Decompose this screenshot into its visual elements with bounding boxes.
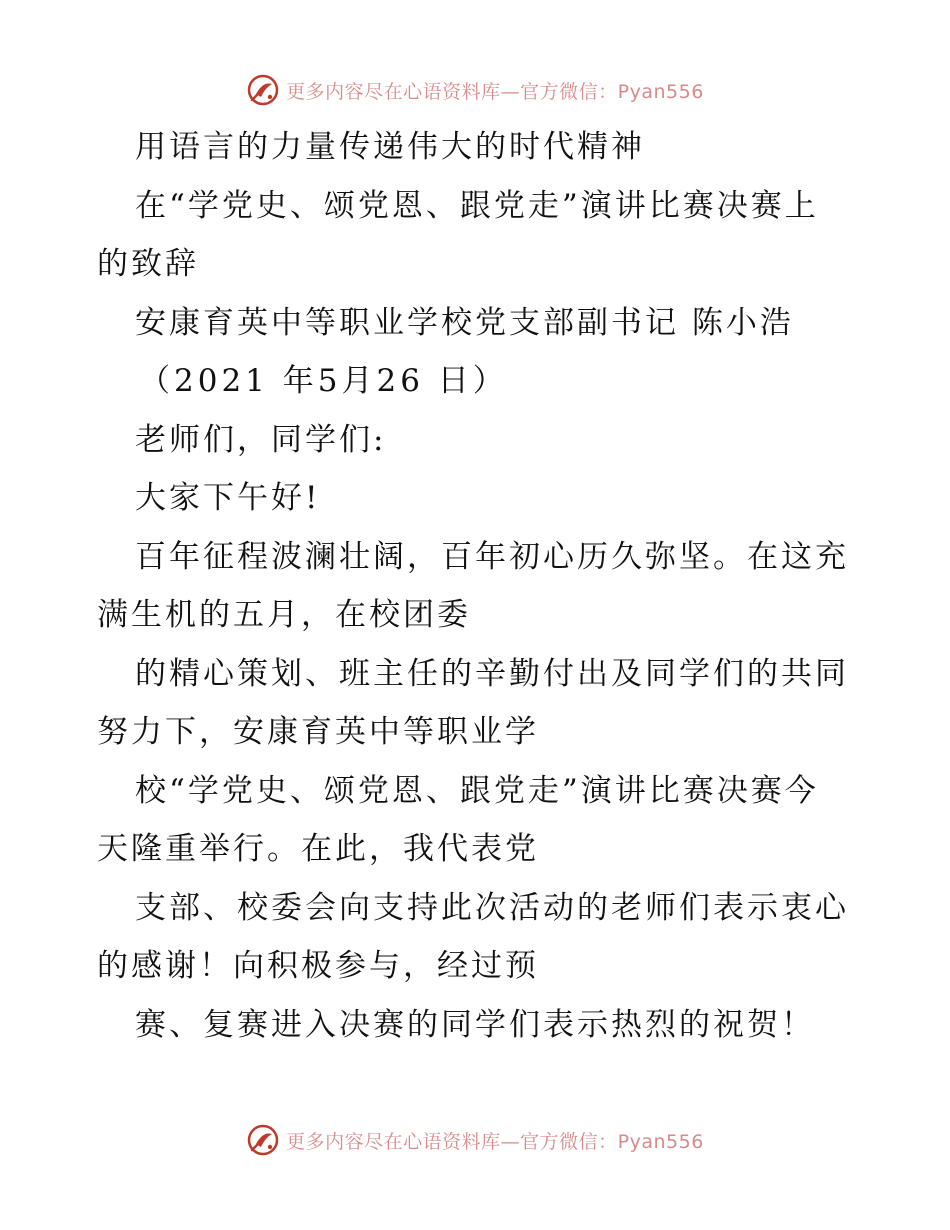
doc-title: 用语言的力量传递伟大的时代精神 [135, 129, 645, 165]
doc-paragraph-line: 校“学党史、颂党恩、跟党走”演讲比赛决赛今 [135, 772, 819, 809]
doc-subtitle-line-2: 的致辞 [97, 246, 199, 282]
watermark-text: 更多内容尽在心语资料库—官方微信：Pyan556 [286, 1130, 704, 1153]
watermark-wechat-id: Pyan556 [617, 1130, 704, 1153]
doc-salutation: 老师们，同学们: [135, 421, 387, 458]
doc-paragraph-line: 赛、复赛进入决赛的同学们表示热烈的祝贺！ [135, 1006, 815, 1043]
doc-paragraph-line: 的感谢！向积极参与，经过预 [97, 948, 539, 984]
document-body [97, 118, 857, 1054]
brand-logo-icon [246, 73, 280, 107]
doc-subtitle-line-1: 在“学党史、颂党恩、跟党走”演讲比赛决赛上 [135, 187, 819, 224]
doc-paragraph-line: 支部、校委会向支持此次活动的老师们表示衷心 [135, 889, 849, 926]
brand-logo-icon [246, 1123, 280, 1157]
doc-paragraph-line: 的精心策划、班主任的辛勤付出及同学们的共同 [135, 655, 849, 692]
watermark-wechat-id: Pyan556 [617, 80, 704, 103]
doc-greeting: 大家下午好! [135, 480, 321, 516]
doc-paragraph-line: 满生机的五月，在校团委 [97, 597, 471, 633]
doc-date: （2021 年5月26 日） [139, 363, 508, 399]
doc-paragraph-line: 天隆重举行。在此，我代表党 [97, 831, 539, 867]
doc-author: 安康育英中等职业学校党支部副书记 陈小浩 [135, 304, 794, 341]
doc-paragraph-line: 百年征程波澜壮阔，百年初心历久弥坚。在这充 [135, 538, 849, 575]
header-watermark [0, 70, 950, 110]
doc-paragraph-line: 努力下，安康育英中等职业学 [97, 714, 539, 750]
watermark-text: 更多内容尽在心语资料库—官方微信：Pyan556 [286, 80, 704, 103]
footer-watermark [0, 1120, 950, 1160]
